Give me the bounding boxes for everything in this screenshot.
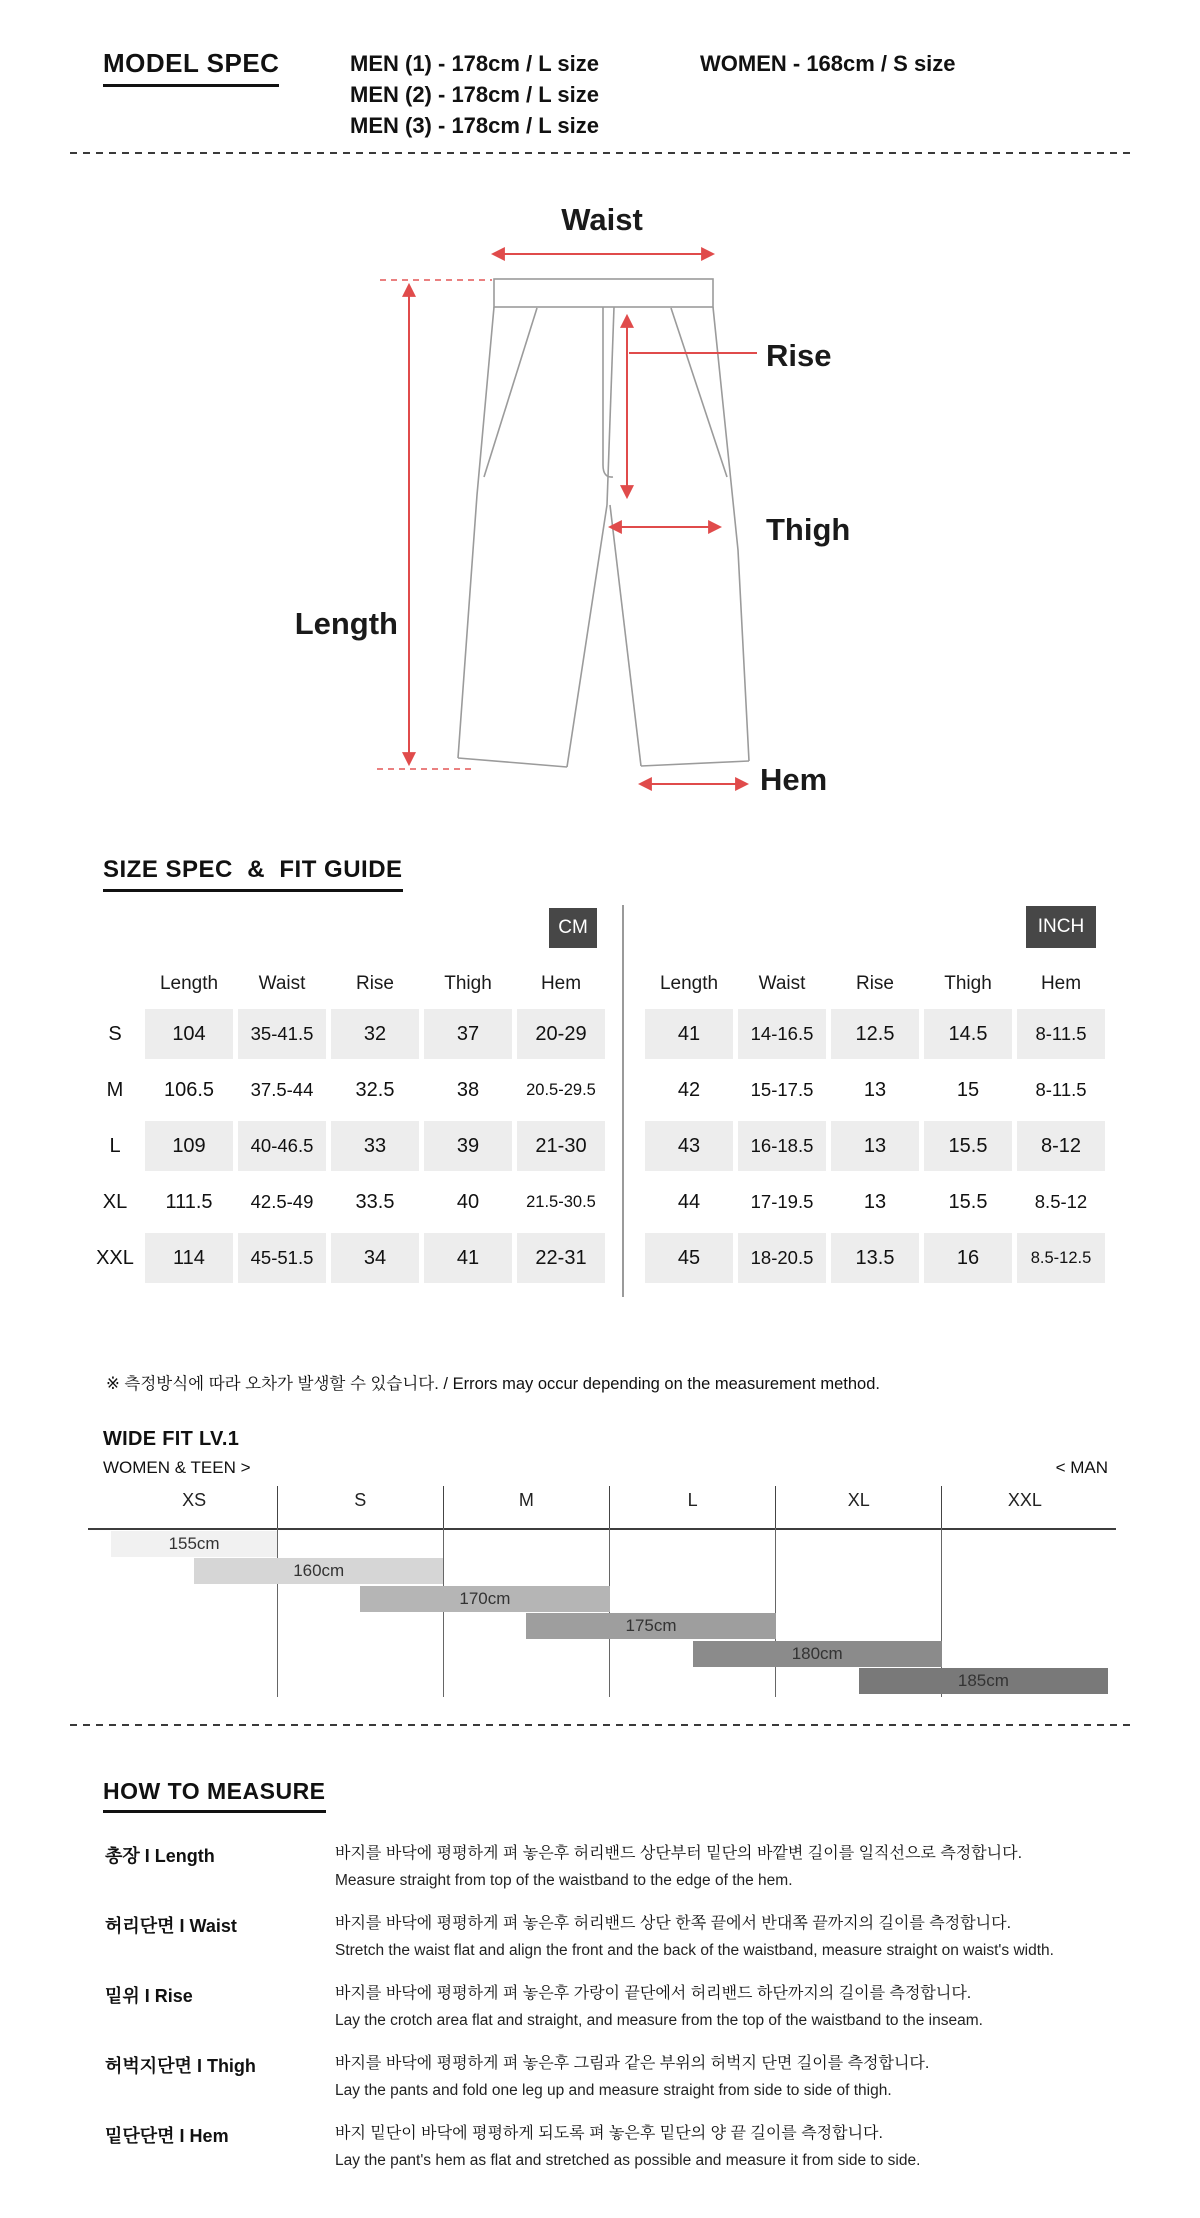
fit-guide-title: WIDE FIT LV.1 bbox=[103, 1428, 240, 1450]
size-row-label: XXL bbox=[96, 1246, 134, 1269]
column-header: Waist bbox=[258, 973, 306, 994]
fit-label-tick bbox=[941, 1486, 942, 1528]
size-cell: 15.5 bbox=[924, 1121, 1012, 1171]
measure-description bbox=[335, 2124, 1165, 2170]
size-cell: 106.5 bbox=[163, 1078, 215, 1101]
size-cell: 34 bbox=[331, 1233, 419, 1283]
measure-description bbox=[335, 1914, 1165, 1960]
size-cell: 20.5-29.5 bbox=[526, 1080, 596, 1099]
measure-row bbox=[105, 1844, 1165, 1914]
size-cell: 15.5 bbox=[948, 1190, 988, 1213]
fit-bar-180cm: 180cm bbox=[693, 1641, 942, 1667]
column-header: Hem bbox=[540, 973, 582, 994]
inch-unit-badge: INCH bbox=[1026, 906, 1096, 948]
model-spec-men-column bbox=[350, 48, 599, 141]
column-header: Waist bbox=[758, 973, 806, 994]
measure-description bbox=[335, 1984, 1165, 2030]
measure-row bbox=[105, 1984, 1165, 2054]
measure-label: 총장 I Length bbox=[105, 1846, 215, 1866]
fit-gridline bbox=[443, 1528, 444, 1697]
fit-label-tick bbox=[443, 1486, 444, 1528]
fit-size-label-xs: XS bbox=[182, 1490, 207, 1510]
model-spec-women: WOMEN - 168cm / S size bbox=[700, 51, 956, 76]
size-cell: 114 bbox=[145, 1233, 233, 1283]
size-cell: 16 bbox=[924, 1233, 1012, 1283]
measure-description-en: Stretch the waist flat and align the front and the back of the waistband, measure straight on waist's width. bbox=[335, 1942, 1054, 1959]
measure-description bbox=[335, 1844, 1165, 1890]
fit-bar-175cm: 175cm bbox=[526, 1613, 775, 1639]
size-cell: 37.5-44 bbox=[250, 1079, 314, 1100]
size-table-inch bbox=[645, 962, 1105, 1286]
fit-size-label-m: M bbox=[518, 1490, 534, 1510]
size-col-header bbox=[90, 962, 140, 1006]
size-cell: 21-30 bbox=[517, 1121, 605, 1171]
model-spec-men-1: MEN (1) - 178cm / L size bbox=[350, 51, 600, 76]
model-spec-title: MODEL SPEC bbox=[103, 48, 279, 87]
column-header: Length bbox=[159, 973, 219, 994]
fit-bar-160cm: 160cm bbox=[194, 1558, 443, 1584]
pants-measurement-diagram bbox=[250, 160, 910, 830]
size-cell: 13.5 bbox=[831, 1233, 919, 1283]
size-cell: 18-20.5 bbox=[738, 1233, 826, 1283]
measure-description-ko: 바지를 바닥에 평평하게 펴 놓은후 그림과 같은 부위의 허벅지 단면 길이를 측정합니다. bbox=[335, 2055, 930, 2072]
measure-description-ko: 바지를 바닥에 평평하게 펴 놓은후 허리밴드 상단 한쪽 끝에서 반대쪽 끝까지의 길이를 측정합니다. bbox=[335, 1915, 1012, 1932]
size-spec-heading-wrap bbox=[103, 856, 403, 892]
size-cell: 45 bbox=[645, 1233, 733, 1283]
how-to-measure-rows bbox=[105, 1844, 1165, 2194]
column-header: Thigh bbox=[444, 973, 492, 994]
measure-label: 허벅지단면 I Thigh bbox=[105, 2056, 256, 2076]
model-spec-men-2: MEN (2) - 178cm / L size bbox=[350, 82, 600, 107]
size-cell: 13 bbox=[863, 1190, 887, 1213]
size-cell: 45-51.5 bbox=[238, 1233, 326, 1283]
size-cell: 39 bbox=[424, 1121, 512, 1171]
size-cell: 21.5-30.5 bbox=[526, 1192, 596, 1211]
size-row-label: L bbox=[109, 1134, 121, 1157]
rise-label: Rise bbox=[766, 338, 832, 373]
size-cell: 8.5-12.5 bbox=[1017, 1233, 1105, 1283]
table-divider-line bbox=[622, 905, 624, 1297]
size-cell: 14-16.5 bbox=[738, 1009, 826, 1059]
size-cell: 17-19.5 bbox=[750, 1191, 814, 1212]
measure-description bbox=[335, 2054, 1165, 2100]
length-label: Length bbox=[294, 606, 398, 641]
size-row-label: XL bbox=[102, 1190, 128, 1213]
fit-size-label-l: L bbox=[687, 1490, 698, 1510]
model-spec-heading-wrap bbox=[103, 48, 279, 87]
size-cell: 37 bbox=[424, 1009, 512, 1059]
size-cell: 41 bbox=[645, 1009, 733, 1059]
size-cell: 14.5 bbox=[924, 1009, 1012, 1059]
fit-bar-155cm: 155cm bbox=[111, 1531, 277, 1557]
column-header: Thigh bbox=[944, 973, 992, 994]
fit-size-label-xxl: XXL bbox=[1007, 1490, 1042, 1510]
hem-label: Hem bbox=[760, 762, 828, 797]
fit-bar-170cm: 170cm bbox=[360, 1586, 609, 1612]
measure-description-en: Lay the pant's hem as flat and stretched as possible and measure it from side to side. bbox=[335, 2152, 921, 2169]
fit-label-tick bbox=[775, 1486, 776, 1528]
how-to-measure-title: HOW TO MEASURE bbox=[103, 1778, 326, 1813]
size-row-label: M bbox=[106, 1078, 124, 1101]
column-header: Rise bbox=[355, 973, 394, 994]
size-cell: 40 bbox=[456, 1190, 480, 1213]
size-cell: 43 bbox=[645, 1121, 733, 1171]
size-table-cm bbox=[90, 962, 605, 1286]
fit-size-label-s: S bbox=[354, 1490, 367, 1510]
measure-description-en: Lay the pants and fold one leg up and measure straight from side to side of thigh. bbox=[335, 2082, 892, 2099]
measure-description-ko: 바지를 바닥에 평평하게 펴 놓은후 허리밴드 상단부터 밑단의 바깥변 길이를 일직선으로 측정합니다. bbox=[335, 1845, 1023, 1862]
size-cell: 35-41.5 bbox=[238, 1009, 326, 1059]
measure-row bbox=[105, 1914, 1165, 1984]
size-cell: 32.5 bbox=[355, 1078, 395, 1101]
fit-guide-chart bbox=[111, 1482, 1108, 1697]
size-cell: 13 bbox=[863, 1078, 887, 1101]
size-cell: 20-29 bbox=[517, 1009, 605, 1059]
size-cell: 111.5 bbox=[165, 1190, 213, 1213]
cm-unit-badge: CM bbox=[549, 908, 597, 948]
size-cell: 8-11.5 bbox=[1035, 1079, 1087, 1100]
fit-guide-left-label: WOMEN & TEEN > bbox=[103, 1458, 251, 1477]
size-cell: 8-11.5 bbox=[1017, 1009, 1105, 1059]
size-cell: 41 bbox=[424, 1233, 512, 1283]
size-cell: 104 bbox=[145, 1009, 233, 1059]
size-cell: 12.5 bbox=[831, 1009, 919, 1059]
size-cell: 16-18.5 bbox=[738, 1121, 826, 1171]
dashed-divider-top bbox=[70, 152, 1130, 154]
dashed-divider-bottom bbox=[70, 1724, 1130, 1726]
fit-chart-top-rule bbox=[88, 1528, 1116, 1530]
column-header: Length bbox=[659, 973, 719, 994]
size-cell: 32 bbox=[331, 1009, 419, 1059]
measure-row bbox=[105, 2124, 1165, 2194]
thigh-label: Thigh bbox=[766, 512, 851, 547]
size-cell: 8-12 bbox=[1017, 1121, 1105, 1171]
column-header: Rise bbox=[855, 973, 894, 994]
measure-label: 밑위 I Rise bbox=[105, 1986, 193, 2006]
fit-bar-185cm: 185cm bbox=[859, 1668, 1108, 1694]
model-spec-men-3: MEN (3) - 178cm / L size bbox=[350, 113, 600, 138]
size-cell: 15 bbox=[956, 1078, 980, 1101]
measure-description-en: Lay the crotch area flat and straight, and measure from the top of the waistband to the inseam. bbox=[335, 2012, 983, 2029]
measurement-note: ※ 측정방식에 따라 오차가 발생할 수 있습니다. / Errors may occur depending on the measurement method. bbox=[106, 1375, 880, 1393]
measure-label: 밑단단면 I Hem bbox=[105, 2126, 229, 2146]
size-spec-title: SIZE SPEC & FIT GUIDE bbox=[103, 856, 403, 892]
size-cell: 40-46.5 bbox=[238, 1121, 326, 1171]
fit-label-tick bbox=[277, 1486, 278, 1528]
measure-description-ko: 바지를 바닥에 평평하게 펴 놓은후 가랑이 끝단에서 허리밴드 하단까지의 길이를 측정합니다. bbox=[335, 1985, 972, 2002]
waist-label: Waist bbox=[561, 202, 643, 237]
size-cell: 109 bbox=[145, 1121, 233, 1171]
column-header: Hem bbox=[1040, 973, 1082, 994]
measure-description-ko: 바지 밑단이 바닥에 평평하게 되도록 펴 놓은후 밑단의 양 끝 길이를 측정합니다. bbox=[335, 2125, 883, 2142]
size-cell: 42.5-49 bbox=[250, 1191, 314, 1212]
measure-description-en: Measure straight from top of the waistband to the edge of the hem. bbox=[335, 1872, 793, 1889]
how-to-measure-heading-wrap bbox=[103, 1778, 326, 1813]
size-cell: 33.5 bbox=[355, 1190, 395, 1213]
size-row-label: S bbox=[108, 1022, 122, 1045]
measure-row bbox=[105, 2054, 1165, 2124]
size-cell: 44 bbox=[677, 1190, 701, 1213]
size-cell: 13 bbox=[831, 1121, 919, 1171]
measure-label: 허리단면 I Waist bbox=[105, 1916, 237, 1936]
fit-label-tick bbox=[609, 1486, 610, 1528]
size-cell: 42 bbox=[677, 1078, 701, 1101]
size-cell: 33 bbox=[331, 1121, 419, 1171]
size-cell: 8.5-12 bbox=[1034, 1191, 1088, 1212]
size-cell: 38 bbox=[456, 1078, 480, 1101]
size-cell: 15-17.5 bbox=[750, 1079, 814, 1100]
size-cell: 22-31 bbox=[517, 1233, 605, 1283]
fit-guide-right-label: < MAN bbox=[1055, 1458, 1108, 1477]
fit-size-label-xl: XL bbox=[847, 1490, 870, 1510]
